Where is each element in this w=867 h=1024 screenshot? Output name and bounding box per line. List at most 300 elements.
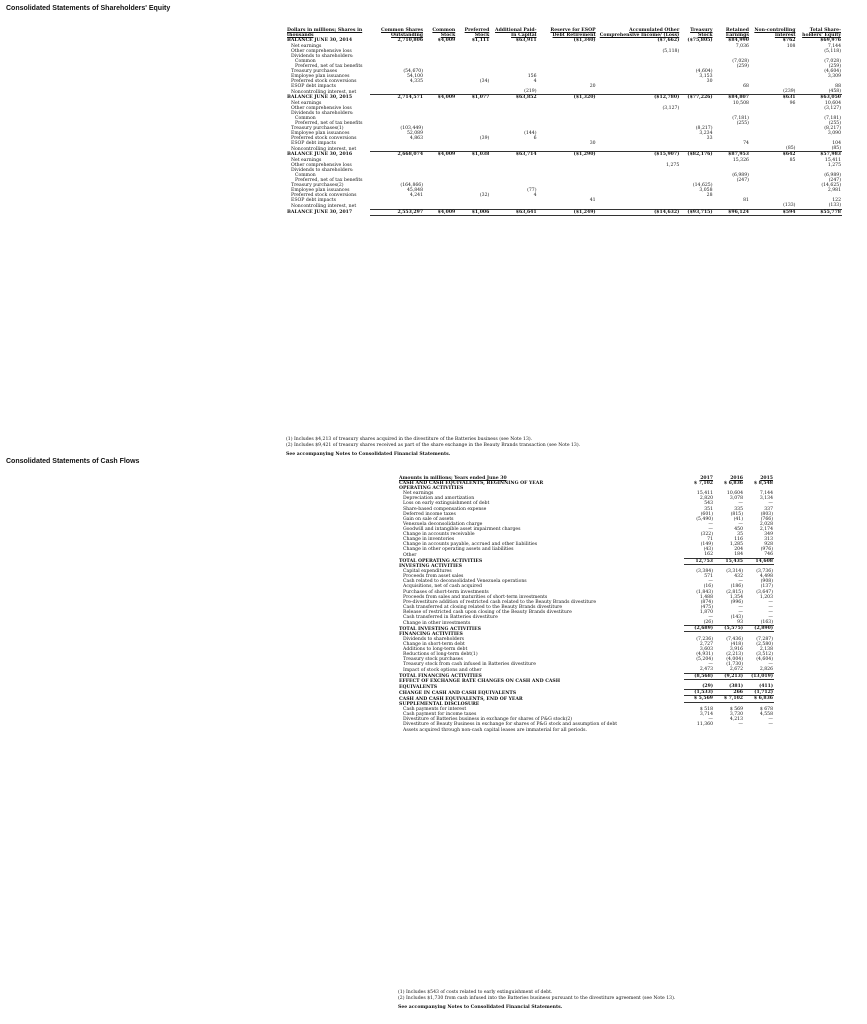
equity-cell: (4,604) [695,68,713,74]
cash-flow-cell: — [708,615,713,621]
equity-cell: 68 [743,84,749,90]
equity-cell: (458) [796,89,842,95]
cash-flow-cell: 3,603 [699,647,713,653]
cash-flow-cell: 184 [714,552,744,558]
cash-flow-row-label: SUPPLEMENTAL DISCLOSURE [399,702,480,708]
equity-row-label: Preferred stock conversions [291,193,357,199]
cash-flow-cell: 4,498 [759,574,773,580]
equity-cell: (14,625) [821,183,841,189]
cash-flow-cell: (3,384) [696,569,713,575]
cash-flow-row-label: Proceeds from sales and maturities of short-term investments [403,594,548,600]
cash-flow-row-label: TOTAL OPERATING ACTIVITIES [399,559,483,564]
cash-flow-cell: — [738,521,743,527]
equity-cell: ($12,780) [654,95,680,101]
equity-cell: 52,089 [406,131,424,137]
cash-flow-cell: (815) [730,511,743,517]
cash-flow-cell: 351 [704,506,713,512]
cash-flow-cell: (2,213) [726,652,743,658]
equity-row-label: Net earnings [291,43,322,49]
cash-flow-cell: (3,736) [756,569,773,575]
cash-flow-cell: — [708,662,713,668]
cash-flow-cell: — [768,609,773,615]
cash-flow-cell: — [768,615,773,621]
equity-row-label: Noncontrolling interest, net [291,203,357,209]
equity-cell: 3,309 [827,74,841,80]
equity-row-label: BALANCE JUNE 30, 2017 [287,210,353,215]
cash-flow-cell: — [738,501,743,507]
equity-cell: $63,911 [515,38,537,44]
equity-column-header: Total Share-holders' Equity [802,28,841,39]
equity-cell: (133) [750,203,797,209]
equity-row-label: Dividends to shareholders: [291,53,354,59]
cash-flow-cell: 2,727 [699,642,713,647]
cash-flow-row-label: Change in other operating assets and liabilities [403,547,514,553]
cash-flow-cell: 2,826 [744,667,774,673]
equity-row-label: ESOP debt impacts [291,198,337,204]
equity-row-label: Other comprehensive loss [291,162,352,168]
equity-cell: 88 [835,84,841,90]
cash-flow-cell: (874) [700,599,713,605]
cash-flow-cell: 71 [707,537,713,543]
cash-flow-cell: 450 [734,526,743,532]
equity-cell: (247) [736,177,749,183]
equity-cell: (6,989) [824,172,841,178]
equity-cell: (259) [828,63,841,69]
equity-cell: 3,090 [827,131,841,137]
equity-column-header: Additional Paid-In Capital [495,28,537,39]
cash-flow-cell [684,728,714,733]
cash-flow-row-label: EQUIVALENTS [399,684,438,690]
equity-cell: ($77,226) [687,95,713,101]
cash-flow-cell: 204 [734,547,743,553]
equity-cell: 4,863 [409,136,424,142]
equity-cell: 1,275 [827,162,841,168]
cash-flow-row-label: Other [403,552,417,558]
equity-cell: 10,604 [824,100,841,106]
equity-cell: 85 [789,157,796,163]
equity-cell: (5,118) [662,48,680,54]
cash-flow-cell: (996) [730,599,743,605]
cash-flow-cell: 543 [704,501,713,507]
cash-flow-row-label: Gain on sale of assets [403,516,454,522]
equity-cell: $4,009 [437,95,456,101]
equity-cell: (14,625) [692,183,713,189]
cash-flow-cell: 928 [764,542,773,548]
equity-cell: $63,714 [515,152,537,158]
equity-cell: 30 [589,141,596,147]
cash-flow-cell: 12,753 [684,558,714,564]
equity-cell: (103,449) [400,126,424,131]
cash-flow-cell: (9,213) [714,673,744,679]
equity-cell: ($1,290) [573,152,596,158]
cash-year-header: 2017 [700,476,713,481]
equity-cell: 3,153 [699,74,713,80]
cash-flow-row-label: Cash transferred in Batteries divestiture [403,615,498,621]
equity-cell: ($1,249) [538,209,597,215]
equity-column-header: Preferred Stock [464,28,490,39]
equity-cell: $57,983 [820,152,841,158]
cash-flow-row-label: CASH AND CASH EQUIVALENTS, BEGINNING OF YEAR [399,481,544,487]
equity-cell: $1,077 [471,95,490,101]
cash-flow-cell: 1,203 [759,594,773,600]
equity-column-header: Treasury Stock [690,28,713,39]
cash-flow-cell: (976) [760,547,773,553]
cash-flow-cell: — [738,579,743,585]
equity-row-label: BALANCE JUNE 30, 2015 [287,95,353,101]
equity-cell: (247) [828,177,841,183]
cash-flow-cell: 162 [684,552,714,558]
equity-cell: (34) [479,79,490,85]
equity-row-label: Employee plan issuances [291,131,350,137]
equity-table-body [286,38,842,215]
equity-cell: 4 [533,193,537,199]
equity-cell: $1,038 [471,152,490,158]
cash-flow-cell: — [738,722,743,728]
equity-row-label: Common [295,58,316,64]
cash-flow-cell: $ 569 [729,707,743,713]
cash-flow-row-label: Change in inventories [403,537,455,543]
cash-flow-cell: 266 [714,690,744,696]
equity-cell: 2,981 [827,188,841,194]
equity-cell: 7,036 [735,43,749,49]
cash-flow-cell [714,728,744,733]
cash-flow-table [398,476,774,733]
equity-row-label: Preferred stock conversions [291,136,357,142]
cash-flow-cell: $ 678 [759,707,773,713]
equity-cell: (7,028) [824,58,841,64]
cash-flow-cell: — [768,599,773,605]
equity-row-label: Employee plan issuances [291,188,350,194]
equity-cell: $1,006 [456,209,490,215]
equity-cell: 45,848 [406,188,424,194]
equity-cell: $84,990 [728,38,749,44]
equity-cell: 3,058 [699,188,713,194]
cash-flow-cell: 7,144 [759,491,773,497]
cash-flow-row-label: TOTAL INVESTING ACTIVITIES [399,626,481,632]
cash-flow-cell: (908) [760,579,773,585]
cash-flow-cell: 3,916 [729,647,743,653]
equity-cell: $84,807 [728,95,749,101]
equity-cell: 15,411 [824,157,841,163]
cash-flow-cell: (475) [700,604,713,610]
equity-row-label: Dividends to shareholders: [291,167,354,173]
equity-column-header: Common Stock [432,28,456,39]
cash-flow-cell: $ 7,102 [693,481,713,487]
cash-flow-row-label: INVESTING ACTIVITIES [399,564,462,570]
cash-flow-row-label: Treasury stock from cash infused in Batteries divestiture [403,662,536,668]
cash-flow-cell: (43) [703,547,713,553]
equity-cell: (4,604) [824,68,841,74]
equity-column-header: Accumulated Other Comprehensive Income/ (Loss) [599,28,680,39]
cash-footnote-2: (2) Includes $1,730 from cash infused into the Batteries business pursuant to the divestiture agreement (see Note 13). [398,996,676,1001]
equity-row-label: Preferred, net of tax benefits [295,120,363,126]
equity-cell: (32) [479,193,490,199]
cash-flow-cell: 746 [744,552,774,558]
equity-cell: $63,641 [490,209,537,215]
equity-row [286,209,842,215]
equity-cell: 3,234 [699,131,713,137]
cash-year-header: 2015 [760,476,773,481]
cash-flow-row-label: Cash payment for income taxes [403,712,477,718]
equity-cell: (85) [750,146,797,152]
equity-see-accompanying: See accompanying Notes to Consolidated Financial Statements. [286,452,451,457]
equity-cell: (7,028) [732,58,749,64]
cash-flow-cell: 35 [737,532,743,538]
cash-flow-row-label: Change in short-term debt [403,642,465,647]
cash-flow-cell: 4,558 [759,712,773,718]
cash-flow-cell: 1,488 [699,594,713,600]
equity-cell: (3,127) [662,105,680,111]
cash-flow-cell: (3,314) [726,569,743,575]
cash-year-header: 2016 [730,476,743,481]
cash-flow-table-body [398,481,774,733]
cash-flow-row-label: TOTAL FINANCING ACTIVITIES [399,674,482,680]
cash-flow-cell: $ 6,836 [723,481,743,487]
cash-flow-cell: 337 [764,506,773,512]
cash-flow-cell: 10,604 [726,491,743,497]
equity-cell: $594 [750,209,797,215]
equity-cell: 33 [706,136,713,142]
equity-row-label: Dividends to shareholders: [291,110,354,116]
cash-flow-cell: (149) [700,542,713,548]
cash-flow-row [398,728,774,733]
cash-flow-notes [398,990,675,1011]
cash-flow-cell: — [768,717,773,723]
cash-flow-cell: — [768,722,773,728]
equity-cell: $642 [782,152,796,158]
equity-footnote-2: (2) Includes $9,421 of treasury shares received as part of the share exchange in the Beauty Brands transaction (see Note 13). [286,443,581,448]
cash-flow-row-label: Divestiture of Batteries business in exchange for shares of P&G stock(2) [403,717,573,723]
equity-row-label: Preferred stock conversions [291,79,357,85]
equity-column-header: Non-controlling Interest [754,28,796,39]
cash-flow-cell: (29) [684,684,714,690]
cash-flow-row-label: Change in accounts receivable [403,532,475,538]
equity-row-label: ESOP debt impacts [291,84,337,90]
cash-flow-statement-title: Consolidated Statements of Cash Flows [6,458,140,465]
cash-flow-cell: (186) [730,584,743,590]
cash-flow-row-label: Proceeds from asset sales [403,574,464,580]
cash-flow-row-label: Cash payments for interest [403,707,467,713]
cash-flow-cell: (7,287) [756,636,773,642]
cash-flow-cell: (3,512) [756,652,773,658]
equity-cell: 2,553,297 [370,209,424,215]
cash-flow-row-label: CHANGE IN CASH AND CASH EQUIVALENTS [399,690,517,696]
equity-cell: (255) [828,120,841,126]
equity-cell: $96,124 [714,209,750,215]
cash-flow-row-label: OPERATING ACTIVITIES [399,486,464,492]
equity-cell: 1,275 [666,162,680,168]
equity-cell: 96 [789,100,796,106]
cash-flow-cell: (5,204) [696,657,713,663]
equity-row-label: Preferred, net of tax benefits [295,63,363,69]
cash-flow-cell: 1,870 [699,609,713,615]
equity-cell: 41 [589,198,596,204]
cash-flow-cell: 2,138 [759,647,773,653]
equity-cell: 54,100 [406,74,424,80]
equity-row-label: Treasury purchases [291,68,338,74]
cash-flow-cell: 1,354 [729,594,743,600]
cash-flow-cell: — [708,526,713,532]
equity-row-label: Common [295,172,316,178]
cash-flow-cell: 349 [764,532,773,538]
cash-flow-cell: 3,730 [729,712,743,718]
equity-cell: $87,953 [728,152,749,158]
cash-flow-row-label: Cash related to deconsolidated Venezuela operations [403,579,527,585]
cash-flow-cell: (26) [684,620,714,626]
cash-flow-cell: — [768,604,773,610]
equity-cell: ($1,340) [573,38,596,44]
cash-flow-cell: 3,714 [699,712,713,718]
cash-flow-cell: 313 [764,537,773,543]
equity-cell: $631 [782,95,796,101]
cash-footnote-1: (1) Includes $543 of costs related to early extinguishment of debt. [398,990,553,995]
equity-cell: 108 [786,43,796,49]
cash-flow-cell: — [738,609,743,615]
equity-row-label: Employee plan issuances [291,74,350,80]
equity-row-label: Net earnings [291,100,322,106]
equity-cell: 4,241 [409,193,424,199]
cash-flow-row-label: Assets acquired through non-cash capital leases are immaterial for all periods. [403,727,587,733]
cash-flow-cell: $ 8,548 [753,481,773,487]
cash-flow-cell: (601) [700,511,713,517]
cash-flow-row-label: Pre-divestiture addition of restricted cash related to the Beauty Brands divestiture [403,599,597,605]
cash-flow-cell: 571 [704,574,713,580]
cash-flow-cell: (16) [703,584,713,590]
cash-flow-cell: (322) [700,532,713,538]
cash-flow-cell: 11,360 [696,722,713,728]
cash-flow-row-label: Treasury stock purchases [403,657,463,663]
cash-flow-cell: 15,411 [696,491,713,497]
cash-flow-cell: (8,568) [684,673,714,679]
equity-row-label: BALANCE JUNE 30, 2014 [287,38,353,44]
cash-flow-cell: (1,843) [696,589,713,595]
cash-flow-row-label: Goodwill and intangible asset impairment charges [403,526,521,532]
cash-flow-cell: 2,473 [684,667,714,673]
equity-cell: (77) [527,188,537,194]
cash-flow-cell: (2,580) [756,642,773,647]
cash-flow-cell: (418) [730,642,743,647]
equity-row-label: Treasury purchases(1) [291,126,344,131]
cash-flow-row-label: FINANCING ACTIVITIES [399,631,463,637]
equity-cell: (133) [796,203,842,209]
equity-cell: $4,009 [437,152,456,158]
equity-row-label: Preferred, net of tax benefits [295,177,363,183]
cash-flow-cell: (143) [730,615,743,621]
equity-cell: ($7,662) [657,38,680,44]
equity-row-label: ESOP debt impacts [291,141,337,147]
cash-flow-cell: (2,890) [744,626,774,632]
equity-cell: (7,181) [824,115,841,121]
cash-flow-row-label: Divestiture of Beauty Business in exchange for shares of P&G stock and assumption of debt [403,722,618,728]
cash-flow-row-label: EFFECT OF EXCHANGE RATE CHANGES ON CASH AND CASH [399,679,561,685]
cash-flow-cell: 14,608 [744,558,774,564]
cash-flow-cell: (2,815) [726,589,743,595]
equity-row-label: BALANCE JUNE 30, 2016 [287,152,353,158]
cash-flow-row-label: Net earnings [403,491,434,497]
cash-flow-cell: 1,285 [729,542,743,548]
equity-cell: $4,009 [424,209,456,215]
equity-cell: $4,009 [437,38,456,44]
equity-cell: 122 [832,198,841,204]
equity-cell: (259) [736,63,749,69]
cash-flow-row-label: CASH AND CASH EQUIVALENTS, END OF YEAR [399,696,523,702]
equity-cell: $63,050 [820,95,841,101]
cash-flow-cell: (1,730) [726,662,743,668]
cash-flow-row-label: Deferred income taxes [403,511,456,517]
equity-row-label: Other comprehensive loss [291,48,352,54]
cash-flow-cell: 2,174 [759,526,773,532]
cash-flow-cell: $ 6,836 [744,696,774,702]
equity-cell: 4,335 [409,79,424,85]
equity-cell: 2,668,074 [397,152,424,158]
cash-flow-cell: 3,078 [729,496,743,502]
equity-cell: 156 [527,74,537,80]
cash-header-label: Amounts in millions; Years ended June 30 [399,476,507,481]
cash-flow-cell: (3,647) [756,589,773,595]
cash-flow-cell: — [708,579,713,585]
equity-row-label: Noncontrolling interest, net [291,146,357,152]
equity-table-header [286,28,842,38]
cash-flow-row-label: Acquisitions, net of cash acquired [403,584,482,590]
cash-flow-cell: — [738,604,743,610]
equity-cell: ($14,632) [597,209,681,215]
cash-flow-cell: — [708,521,713,527]
cash-flow-row-label: Venezuela deconsolidation charge [403,521,483,527]
cash-flow-row-label: Cash transferred at closing related to the Beauty Brands divestiture [403,604,563,610]
equity-cell: 2,710,806 [397,38,424,44]
equity-cell: 104 [832,141,841,147]
cash-flow-cell: (2,689) [684,626,714,632]
cash-flow-cell: — [708,717,713,723]
cash-flow-row-label: Dividends to shareholders [403,636,465,642]
equity-notes [286,437,580,458]
equity-row-label: Common [295,115,316,121]
equity-header-label: Dollars in millions; Shares in thousands [287,28,363,39]
cash-flow-row-label: Change in other investments [403,620,471,626]
cash-flow-row-label: Share-based compensation expense [403,506,487,512]
cash-flow-cell: (411) [744,684,774,690]
equity-cell: (164,866) [400,183,424,189]
cash-flow-cell: (4,931) [696,652,713,658]
equity-cell: (39) [479,136,490,142]
cash-flow-cell: 3,134 [759,496,773,502]
cash-flow-cell: 15,435 [714,558,744,564]
cash-flow-cell: 2,028 [759,521,773,527]
cash-flow-cell: 93 [714,620,744,626]
cash-flow-cell [744,728,774,733]
equity-cell: 28 [706,193,713,199]
cash-flow-cell: (766) [760,516,773,522]
cash-flow-cell: (5,490) [696,516,713,522]
cash-flow-cell: (4,604) [756,657,773,663]
equity-cell: 81 [743,198,749,204]
equity-cell: $63,852 [515,95,537,101]
equity-cell: 15,326 [732,157,749,163]
cash-flow-row-label: Additions to long-term debt [403,647,468,653]
cash-flow-cell: 116 [734,537,743,543]
equity-cell: 20 [589,84,596,90]
cash-flow-cell: — [768,501,773,507]
cash-flow-cell: (4,004) [726,657,743,663]
cash-flow-row-label: Purchases of short-term investments [403,589,489,595]
cash-see-accompanying: See accompanying Notes to Consolidated Financial Statements. [398,1005,563,1010]
cash-flow-cell: (137) [760,584,773,590]
equity-cell: ($82,176) [687,152,713,158]
cash-flow-row-label: Depreciation and amortization [403,496,475,502]
cash-flow-cell: 2,820 [699,496,713,502]
cash-flow-cell: (381) [714,684,744,690]
equity-cell: (85) [796,146,842,152]
